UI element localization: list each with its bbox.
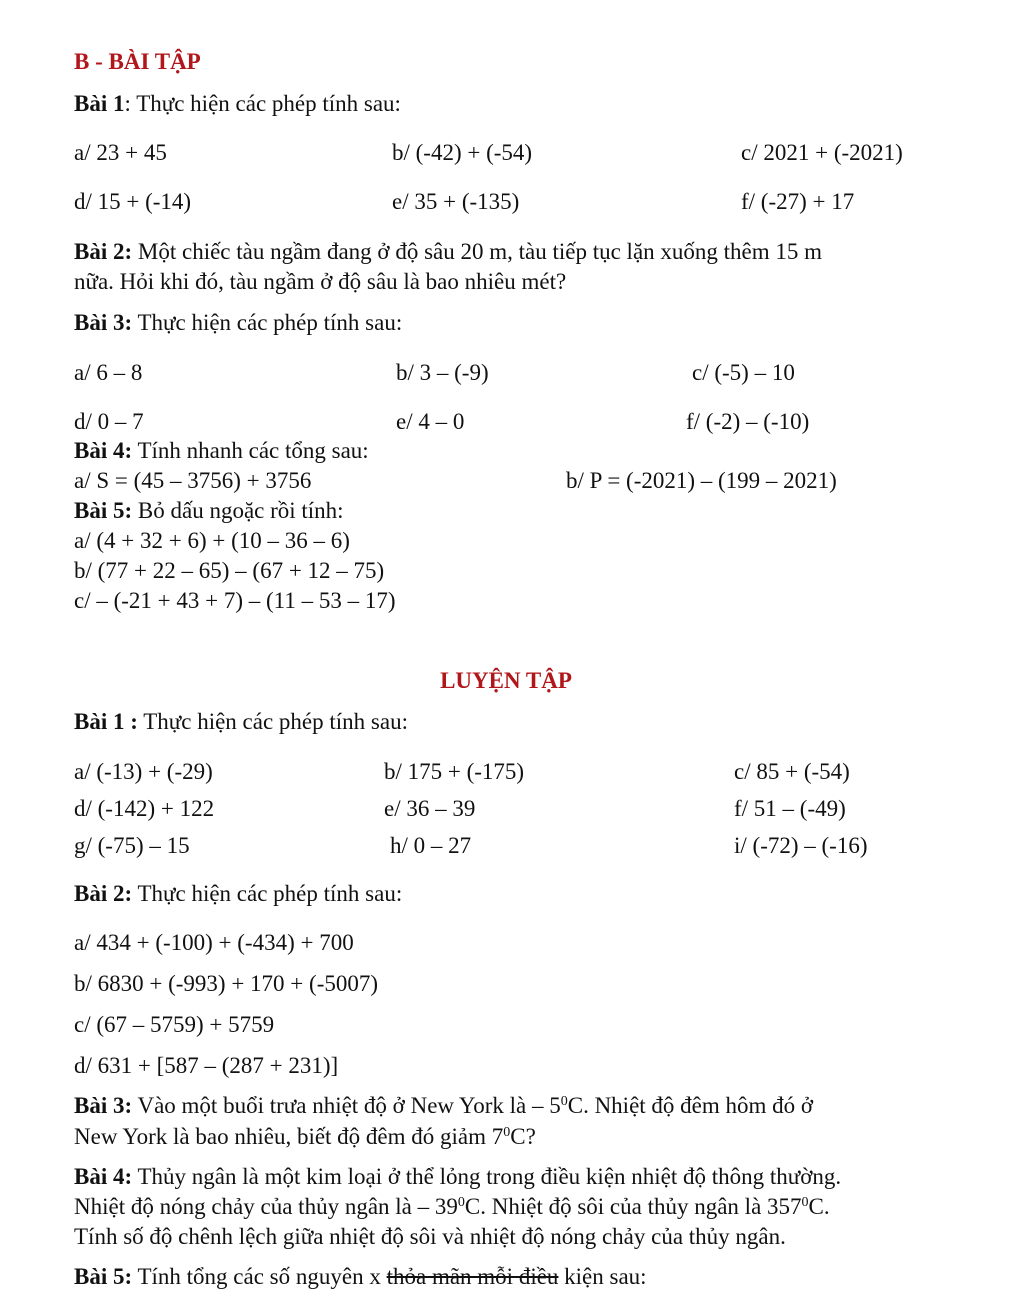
problem-item: b/ 3 – (-9) — [396, 360, 489, 385]
degree-superscript: 0 — [503, 1125, 511, 1140]
section-title-bai-tap: B - BÀI TẬP — [74, 49, 201, 74]
exercise-label: Bài 3: — [74, 1093, 133, 1118]
problem-item: a/ 6 – 8 — [74, 360, 143, 385]
exercise-label: Bài 5: — [74, 498, 133, 523]
exercise-instruction: Thực hiện các phép tính sau: — [137, 709, 408, 734]
exercise-5-heading — [74, 496, 344, 526]
exercise-label: Bài 2: — [74, 239, 133, 264]
practice-1-heading — [74, 707, 408, 737]
problem-item: a/ 23 + 45 — [74, 140, 167, 165]
problem-item: e/ 35 + (-135) — [392, 189, 520, 214]
problem-item: b/ 175 + (-175) — [384, 759, 525, 784]
practice-3-line-2 — [74, 1122, 536, 1152]
problem-item: f/ (-27) + 17 — [741, 189, 855, 214]
exercise-text: C? — [510, 1124, 536, 1149]
exercise-instruction: : Thực hiện các phép tính sau: — [124, 91, 401, 116]
problem-item: g/ (-75) – 15 — [74, 833, 190, 858]
problem-item: c/ – (-21 + 43 + 7) – (11 – 53 – 17) — [74, 588, 396, 613]
exercise-text: Nhiệt độ nóng chảy của thủy ngân là – 39 — [74, 1194, 458, 1219]
exercise-label: Bài 5: — [74, 1264, 133, 1289]
degree-superscript: 0 — [457, 1195, 465, 1210]
problem-item: c/ 85 + (-54) — [734, 759, 850, 784]
exercise-1-heading — [74, 89, 401, 119]
struck-text: thỏa mãn mỗi điều — [386, 1264, 559, 1289]
practice-4-line-3: Tính số độ chênh lệch giữa nhiệt độ sôi và nhiệt độ nóng chảy của thủy ngân. — [74, 1224, 786, 1249]
exercise-instruction: Thực hiện các phép tính sau: — [132, 310, 403, 335]
exercise-label: Bài 4: — [74, 438, 133, 463]
exercise-text: kiện sau: — [558, 1264, 647, 1289]
problem-item: b/ 6830 + (-993) + 170 + (-5007) — [74, 971, 379, 996]
exercise-4-heading — [74, 436, 369, 466]
practice-3-line-1 — [74, 1091, 813, 1121]
problem-item: d/ 631 + [587 – (287 + 231)] — [74, 1053, 339, 1078]
exercise-label: Bài 3: — [74, 310, 133, 335]
practice-4-line-1 — [74, 1162, 841, 1192]
exercise-text: New York là bao nhiêu, biết độ đêm đó giảm 7 — [74, 1124, 504, 1149]
exercise-instruction: Thực hiện các phép tính sau: — [132, 881, 403, 906]
problem-item: d/ (-142) + 122 — [74, 796, 215, 821]
exercise-3-heading — [74, 308, 402, 338]
problem-item: b/ (-42) + (-54) — [392, 140, 533, 165]
problem-item: d/ 15 + (-14) — [74, 189, 192, 214]
problem-item: b/ (77 + 22 – 65) – (67 + 12 – 75) — [74, 558, 385, 583]
exercise-label: Bài 2: — [74, 881, 133, 906]
exercise-instruction: Tính nhanh các tổng sau: — [132, 438, 369, 463]
degree-superscript: 0 — [560, 1094, 568, 1109]
exercise-label: Bài 1 : — [74, 709, 138, 734]
exercise-text: Thủy ngân là một kim loại ở thể lỏng trong điều kiện nhiệt độ thông thường. — [132, 1164, 842, 1189]
problem-item: f/ (-2) – (-10) — [686, 409, 810, 434]
problem-item: e/ 4 – 0 — [396, 409, 465, 434]
problem-item: e/ 36 – 39 — [384, 796, 476, 821]
problem-item: a/ (4 + 32 + 6) + (10 – 36 – 6) — [74, 528, 350, 553]
exercise-text: C. — [808, 1194, 830, 1219]
problem-item: a/ 434 + (-100) + (-434) + 700 — [74, 930, 354, 955]
exercise-text: Một chiếc tàu ngầm đang ở độ sâu 20 m, tàu tiếp tục lặn xuống thêm 15 m — [132, 239, 823, 264]
practice-5-heading — [74, 1262, 647, 1292]
problem-item: a/ (-13) + (-29) — [74, 759, 213, 784]
problem-item: h/ 0 – 27 — [390, 833, 472, 858]
problem-item: a/ S = (45 – 3756) + 3756 — [74, 468, 312, 493]
exercise-instruction: Bỏ dấu ngoặc rồi tính: — [132, 498, 344, 523]
exercise-text: Vào một buổi trưa nhiệt độ ở New York là – 5 — [132, 1093, 561, 1118]
exercise-text: Tính tổng các số nguyên x — [132, 1264, 387, 1289]
degree-superscript: 0 — [801, 1195, 809, 1210]
exercise-text-line: nữa. Hỏi khi đó, tàu ngầm ở độ sâu là bao nhiêu mét? — [74, 269, 567, 294]
problem-item: c/ 2021 + (-2021) — [741, 140, 903, 165]
exercise-label: Bài 4: — [74, 1164, 133, 1189]
exercise-text: C. Nhiệt độ đêm hôm đó ở — [567, 1093, 814, 1118]
problem-item: f/ 51 – (-49) — [734, 796, 846, 821]
problem-item: c/ (67 – 5759) + 5759 — [74, 1012, 275, 1037]
section-title-luyen-tap: LUYỆN TẬP — [440, 668, 572, 693]
practice-2-heading — [74, 879, 402, 909]
problem-item: i/ (-72) – (-16) — [734, 833, 868, 858]
exercise-label: Bài 1 — [74, 91, 125, 116]
problem-item: b/ P = (-2021) – (199 – 2021) — [566, 468, 837, 493]
practice-4-line-2 — [74, 1192, 830, 1222]
exercise-text: C. Nhiệt độ sôi của thủy ngân là 357 — [464, 1194, 802, 1219]
exercise-2-heading — [74, 237, 822, 267]
problem-item: c/ (-5) – 10 — [692, 360, 795, 385]
problem-item: d/ 0 – 7 — [74, 409, 144, 434]
